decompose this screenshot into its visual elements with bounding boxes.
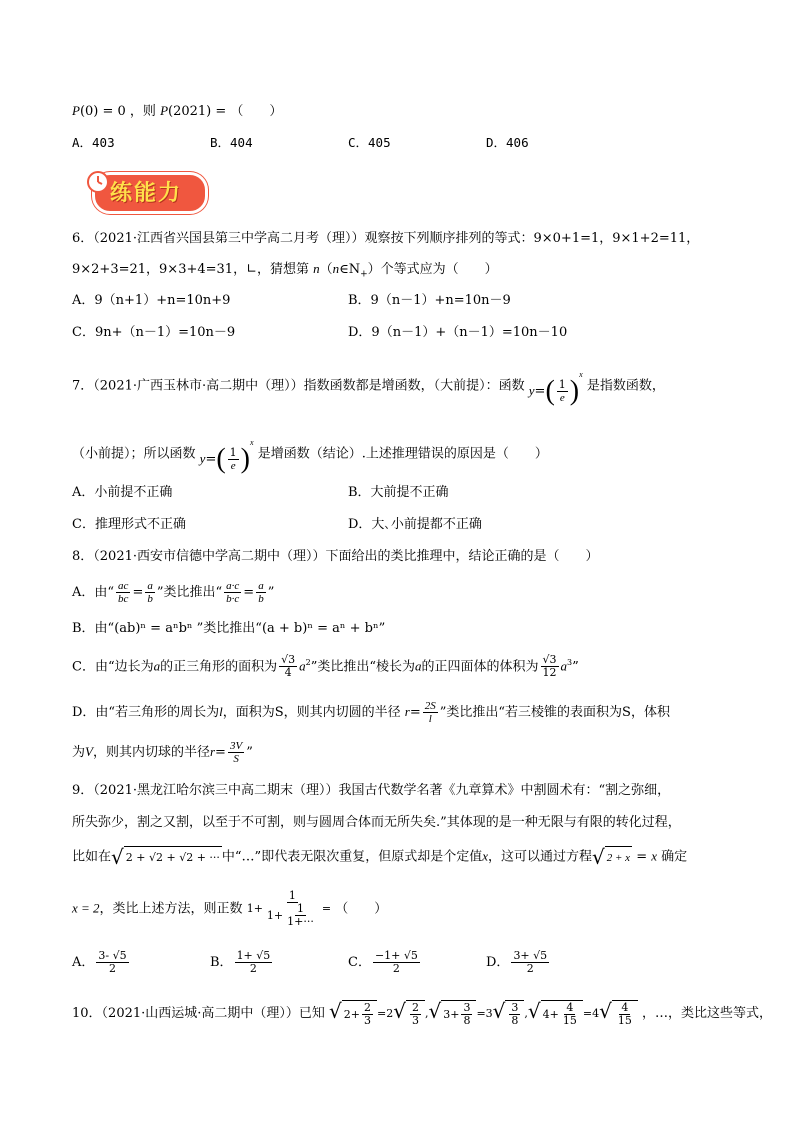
q10-r2-a: 3 — [443, 1007, 451, 1021]
q7-line1-end: 是指数函数， — [586, 378, 665, 394]
q9-line-1: 9．（2021·黑龙江哈尔滨三中高二期末（理））我国古代数学名著《九章算术》中割圆术有：“割之弥细， — [72, 783, 671, 798]
q8-d-r2: r — [209, 744, 216, 759]
q8-c-exp1: 2 — [305, 658, 311, 667]
q8-a-prefix: A．由“ — [72, 585, 115, 600]
q10-r2-den: 8 — [463, 1014, 471, 1027]
q8-a-frac1-num: ac — [118, 580, 129, 592]
q10-root2-under: 3 + $\frac{3}{8}$ — [441, 1000, 476, 1027]
q8-c-frac1-den: 4 — [284, 666, 292, 680]
q6-plus-sub: + — [360, 269, 368, 280]
q10-prefix: 10．（2021·山西运城·高二期中（理））已知 — [72, 1006, 325, 1021]
q6-option-a: A．9（n+1）+n=10n+9 — [72, 293, 231, 308]
q9-option-a — [72, 950, 131, 975]
q8-d-h: ” — [246, 745, 253, 760]
q9-eqn-text: 2 + x — [605, 846, 632, 868]
q10-suffix: ，…，类比这些等式， — [642, 1006, 773, 1021]
q9-a-num: 3- √5 — [98, 949, 127, 962]
q9-b-rad: 5 — [263, 949, 271, 962]
q8-a-frac2 — [145, 580, 155, 605]
q10-root1b-under — [406, 1000, 425, 1027]
q8-a-end: ” — [267, 585, 275, 600]
q10-r1b-num: 2 — [411, 1001, 419, 1014]
q9-x2: x — [651, 848, 658, 864]
q6-option-c: C．9n+（n－1）=10n－9 — [72, 325, 236, 340]
q8-c-var3: a — [415, 658, 422, 674]
q10-root1-under: 2 + $\frac{2}{3}$ — [342, 1000, 377, 1027]
q8-c-b: 的正三角形的面积为 — [160, 659, 278, 675]
q6-n2: n — [332, 261, 340, 276]
q9-a-label: A． — [72, 955, 95, 970]
q10-root-3b: √ $\frac{4}{15}$ — [599, 1000, 638, 1027]
q10-root-3: √ 4 + $\frac{4}{15}$ — [528, 1000, 583, 1027]
q5-option-c: C．405 — [348, 135, 391, 150]
q8-d-c: ，则其内切圆的半径 — [283, 705, 401, 720]
q8-a-frac4 — [256, 580, 266, 605]
q9-cf-frac — [265, 890, 320, 928]
q9-b-num: 1+ √5 — [236, 949, 271, 962]
q9-l4-a: x = 2 — [72, 900, 100, 916]
q7-formula-1 — [529, 366, 583, 406]
q9-option-d — [486, 950, 551, 975]
q8-d-frac2-num: 3V — [229, 740, 243, 752]
q7-option-a: A．小前提不正确 — [72, 485, 173, 500]
q10-line-1 — [72, 1000, 772, 1027]
q9-line-3: 比如在 √ 2 + √2 + √2 + ··· 中“…”即代表无限次重复，但原式却是个定值x，这可以通过方程 √ 2 + x = x 确定 — [72, 845, 688, 869]
q7-lparen-2: ( — [216, 443, 226, 475]
q8-a-frac3 — [224, 580, 241, 605]
q8-d-s: S — [274, 705, 284, 720]
q7-line1-text: 7．（2021·广西玉林市·高二期中（理））指数函数都是增函数，（大前提）：函数 — [72, 378, 525, 394]
q8-d-s2: S — [622, 705, 631, 720]
q10-r3-den: 15 — [562, 1014, 577, 1027]
q10-r1-coef: 2 — [386, 1006, 394, 1020]
q9-line-2: 所失弥少，割之又割，以至于不可割，则与圆周合体而无所失矣.”其体现的是一种无限与有限的转化过程， — [72, 815, 681, 830]
q9-b-den: 2 — [249, 962, 257, 975]
q9-option-b — [210, 950, 274, 975]
q7-formula-2 — [200, 434, 254, 474]
q9-cont-frac: 1 + 1 1+ $\frac{1}{1+\cdot\cdot\cdot}$ = — [246, 889, 332, 928]
q8-c-frac1-rad: 3 — [288, 653, 296, 667]
q5-option-d: D．406 — [486, 135, 529, 150]
q9-c-den: 2 — [392, 962, 400, 975]
q10-r2-coef: 3 — [485, 1006, 493, 1020]
q10-r2b-frac — [509, 1002, 520, 1027]
q8-d-b: ，面积为 — [222, 705, 275, 720]
q7-y-2: y — [199, 451, 206, 466]
q10-r3-num: 4 — [566, 1001, 574, 1014]
q8-d-frac2-den: S — [233, 753, 239, 765]
q7-eq: = — [534, 384, 546, 399]
q9-b-frac — [235, 950, 273, 975]
q10-r1b-den: 3 — [411, 1014, 419, 1027]
q7-option-d: D．大､小前提都不正确 — [348, 517, 482, 532]
q9-a-rad: 5 — [119, 949, 127, 962]
q10-r3-frac — [561, 1002, 579, 1027]
q7-option-b: B．大前提不正确 — [348, 485, 449, 500]
q9-d-num: 3+ √5 — [513, 949, 548, 962]
q7-frac-2 — [228, 447, 239, 472]
q10-root3-under: 4 + $\frac{4}{15}$ — [541, 1000, 583, 1027]
q10-r3-a: 4 — [542, 1007, 550, 1021]
q10-root-1: √ 2 + $\frac{2}{3}$ — [329, 1000, 377, 1027]
q9-c-frac — [373, 950, 420, 975]
q7-eq-2: = — [205, 452, 217, 467]
q8-c-d: 的正四面体的体积为 — [421, 659, 539, 675]
q7-rparen-2: ) — [240, 443, 250, 475]
q8-d-r: r — [404, 704, 410, 719]
q8-d-v: V — [85, 744, 93, 759]
q7-frac-den: e — [559, 392, 565, 404]
q7-exp-2: x — [250, 438, 254, 447]
q8-a-frac4-num: a — [258, 580, 264, 592]
q9-d-rad: 5 — [540, 949, 548, 962]
q8-c-c: ”类比推出“棱长为 — [310, 659, 416, 675]
q10-r2b-num: 3 — [511, 1001, 519, 1014]
q9-cf-inner-den: 1+··· — [287, 915, 314, 928]
q8-d-l: l — [219, 704, 223, 719]
q5-p-symbol-2: P — [160, 103, 169, 118]
q10-r1-den: 3 — [364, 1014, 372, 1027]
q8-a-frac1-den: bc — [118, 593, 129, 605]
q5-stem-text: (0) = 0 ，则 — [79, 104, 161, 119]
q7-frac2-den: e — [230, 460, 236, 472]
q7-option-c: C．推理形式不正确 — [72, 517, 186, 532]
q6-option-b: B．9（n－1）+n=10n－9 — [348, 293, 511, 308]
q6-line-2 — [72, 260, 498, 284]
q8-d-frac1-den: l — [428, 713, 432, 725]
q9-nested-root: √ 2 + √2 + √2 + ··· — [111, 845, 220, 869]
q10-root-2b: √ $\frac{3}{8}$ — [493, 1000, 525, 1027]
q8-c-var4: a — [560, 658, 568, 674]
badge-label: 练能力 — [110, 181, 183, 206]
q5-stem-end: (2021) = （ ） — [168, 104, 283, 119]
q7-frac2-num: 1 — [229, 446, 237, 459]
q10-r3b-den: 15 — [617, 1014, 632, 1027]
q9-l4-b: ，类比上述方法，则正数 — [99, 901, 243, 917]
q7-frac — [557, 379, 568, 404]
q8-a-frac2-den: b — [147, 593, 153, 605]
q8-a-frac2-num: a — [147, 580, 153, 592]
q6-n: n — [313, 261, 320, 276]
q10-r3b-frac — [616, 1002, 634, 1027]
q9-a-num-text: 3- — [98, 949, 113, 962]
q8-option-b: B．由“(ab)ⁿ = aⁿbⁿ ”类比推出“(a + b)ⁿ = aⁿ + bⁿ” — [72, 621, 386, 636]
q9-line-4 — [72, 890, 387, 928]
q9-l3-d: 确定 — [661, 849, 688, 865]
q8-c-e: ” — [572, 659, 579, 675]
q8-a-frac1 — [116, 580, 130, 605]
q10-r3-coef: 4 — [592, 1006, 600, 1020]
q7-exp: x — [579, 370, 583, 379]
q8-c-frac1-num: √3 — [281, 653, 296, 667]
q8-d-f: 为 — [72, 745, 86, 760]
q8-c-frac2 — [541, 654, 559, 679]
q10-eq-1: √ 2 + $\frac{2}{3}$ = 2 √ $\frac{2}{3}$ , √ 3 + $\frac{3}{8}$ = 3 √ $\frac{3}{8}$ , √ 4 + $\frac{4}{15}$ = 4 √ $\frac{4}{15}$ — [329, 1000, 638, 1027]
q8-d-frac1-num: 2S — [424, 700, 436, 712]
q9-a-den: 2 — [109, 962, 116, 975]
q6-line2-a: 9×2+3=21，9×3+4=31，∟，猜想第 — [72, 262, 314, 277]
q8-d-a: D．由“若三角形的周长为 — [72, 705, 220, 720]
q8-line-1: 8．（2021·西安市信德中学高二期中（理））下面给出的类比推理中，结论正确的是（ ） — [72, 549, 599, 564]
q9-l3-a: 比如在 — [72, 849, 112, 865]
q7-lparen: ( — [545, 375, 555, 407]
clock-icon — [86, 170, 110, 194]
q10-r1b-frac — [410, 1002, 421, 1027]
q8-c-frac2-den: 12 — [542, 666, 557, 680]
q7-line-2 — [72, 434, 548, 474]
q9-l3-b: 中“…”即代表无限次重复，但原式却是个定值 — [221, 849, 483, 865]
q9-a-frac — [96, 950, 128, 975]
q7-line2-end: 是增函数（结论）.上述推理错误的原因是（ ） — [257, 446, 548, 462]
q9-d-den: 2 — [526, 962, 534, 975]
q10-root-2: √ 3 + $\frac{3}{8}$ — [428, 1000, 476, 1027]
q9-b-num-text: 1+ — [236, 949, 257, 962]
q9-option-c — [348, 950, 422, 975]
q9-d-num-text: 3+ — [513, 949, 534, 962]
q7-y: y — [528, 383, 535, 398]
q10-r3b-num: 4 — [621, 1001, 629, 1014]
q9-cf-inner-num: 1 — [297, 902, 304, 915]
q8-option-d-line1: D．由“若三角形的周长为l，面积为S，则其内切圆的半径 r= $\frac{2S}{l}$ ”类比推出“若三棱锥的表面积为S，体积 — [72, 700, 670, 725]
q9-b-label: B． — [210, 955, 233, 970]
q8-a-frac3-den: b·c — [226, 593, 240, 605]
q9-cf-num: 1 — [288, 889, 296, 902]
q6-option-d: D．9（n－1）+（n－1）=10n－10 — [348, 325, 568, 340]
q8-a-frac4-den: b — [258, 593, 264, 605]
q6-in-n: ∈N — [339, 262, 361, 277]
q9-x: x — [482, 848, 488, 864]
q8-d-e: ，体积 — [630, 705, 670, 720]
q8-a-frac3-num: a·c — [226, 580, 240, 592]
q8-a-mid: ”类比推出“ — [156, 585, 223, 600]
q9-nested-text: 2 + √2 + √2 + ··· — [124, 846, 222, 868]
q5-option-a: A．403 — [72, 135, 115, 150]
section-badge — [86, 170, 208, 212]
q8-c-a: C．由“边长为 — [72, 659, 154, 675]
q9-cf-1: 1 — [246, 902, 254, 915]
q7-line2-text: （小前提）；所以函数 — [72, 446, 196, 462]
q8-c-frac2-rad: 3 — [549, 653, 557, 667]
q8-option-a: A．由“ $\frac{ac}{bc}$ = $\frac{a}{b}$ ”类比推出“ $\frac{a\cdot c}{b\cdot c}$ = $\frac{a}{b}$ ” — [72, 580, 275, 605]
q9-c-rad: 5 — [410, 949, 418, 962]
q5-p-symbol: P — [72, 103, 80, 118]
q8-d-frac2 — [228, 740, 244, 765]
q7-line-1 — [72, 366, 665, 406]
q9-l3-c: ，这可以通过方程 — [487, 849, 592, 865]
q9-d-label: D． — [486, 955, 510, 970]
q9-cf-den: 1+ $\frac{1}{1+\cdot\cdot\cdot}$ — [266, 902, 314, 928]
q9-c-num: −1+ √5 — [374, 949, 418, 962]
q6-line2-end: ）个等式应为（ ） — [367, 262, 498, 277]
q8-c-var1: a — [153, 658, 161, 674]
q10-root3b-under — [612, 1000, 638, 1027]
q9-eqn-root: √ 2 + x — [592, 845, 631, 869]
q9-c-num-text: −1+ — [374, 949, 404, 962]
q8-d-frac1 — [423, 700, 438, 725]
q8-c-exp2: 3 — [567, 658, 573, 667]
q8-d-g: ，则其内切球的半径 — [92, 745, 210, 760]
q7-frac-num: 1 — [558, 378, 566, 391]
q5-option-b: B．404 — [210, 135, 253, 150]
q9-d-frac — [511, 950, 549, 975]
q10-r2b-den: 8 — [511, 1014, 519, 1027]
q10-r1-a: 2 — [343, 1007, 351, 1021]
q8-c-frac1 — [279, 654, 297, 679]
q8-option-c — [72, 654, 579, 679]
q6-paren: （ — [319, 262, 333, 277]
q9-cf-inner-frac — [285, 903, 316, 928]
q7-rparen: ) — [569, 375, 580, 407]
q10-r1-num: 2 — [364, 1001, 372, 1014]
q10-r2-num: 3 — [463, 1001, 471, 1014]
q5-stem — [72, 102, 282, 121]
q9-c-label: C． — [348, 955, 371, 970]
q8-c-frac2-num: √3 — [542, 653, 557, 667]
q8-c-var2: a — [299, 658, 306, 674]
q8-d-d: ”类比推出“若三棱锥的表面积为 — [439, 705, 623, 720]
q10-r1-frac — [362, 1002, 373, 1027]
q10-r2-frac — [461, 1002, 472, 1027]
q10-root-1b: √ $\frac{2}{3}$ — [393, 1000, 425, 1027]
q8-option-d-line2: 为V，则其内切球的半径r= $\frac{3V}{S}$ ” — [72, 740, 253, 765]
q9-l4-c: （ ） — [335, 901, 388, 917]
q6-line-1: 6．（2021·江西省兴国县第三中学高二月考（理））观察按下列顺序排列的等式：9×0+1=1，9×1+2=11， — [72, 231, 700, 246]
q10-root2b-under — [505, 1000, 524, 1027]
